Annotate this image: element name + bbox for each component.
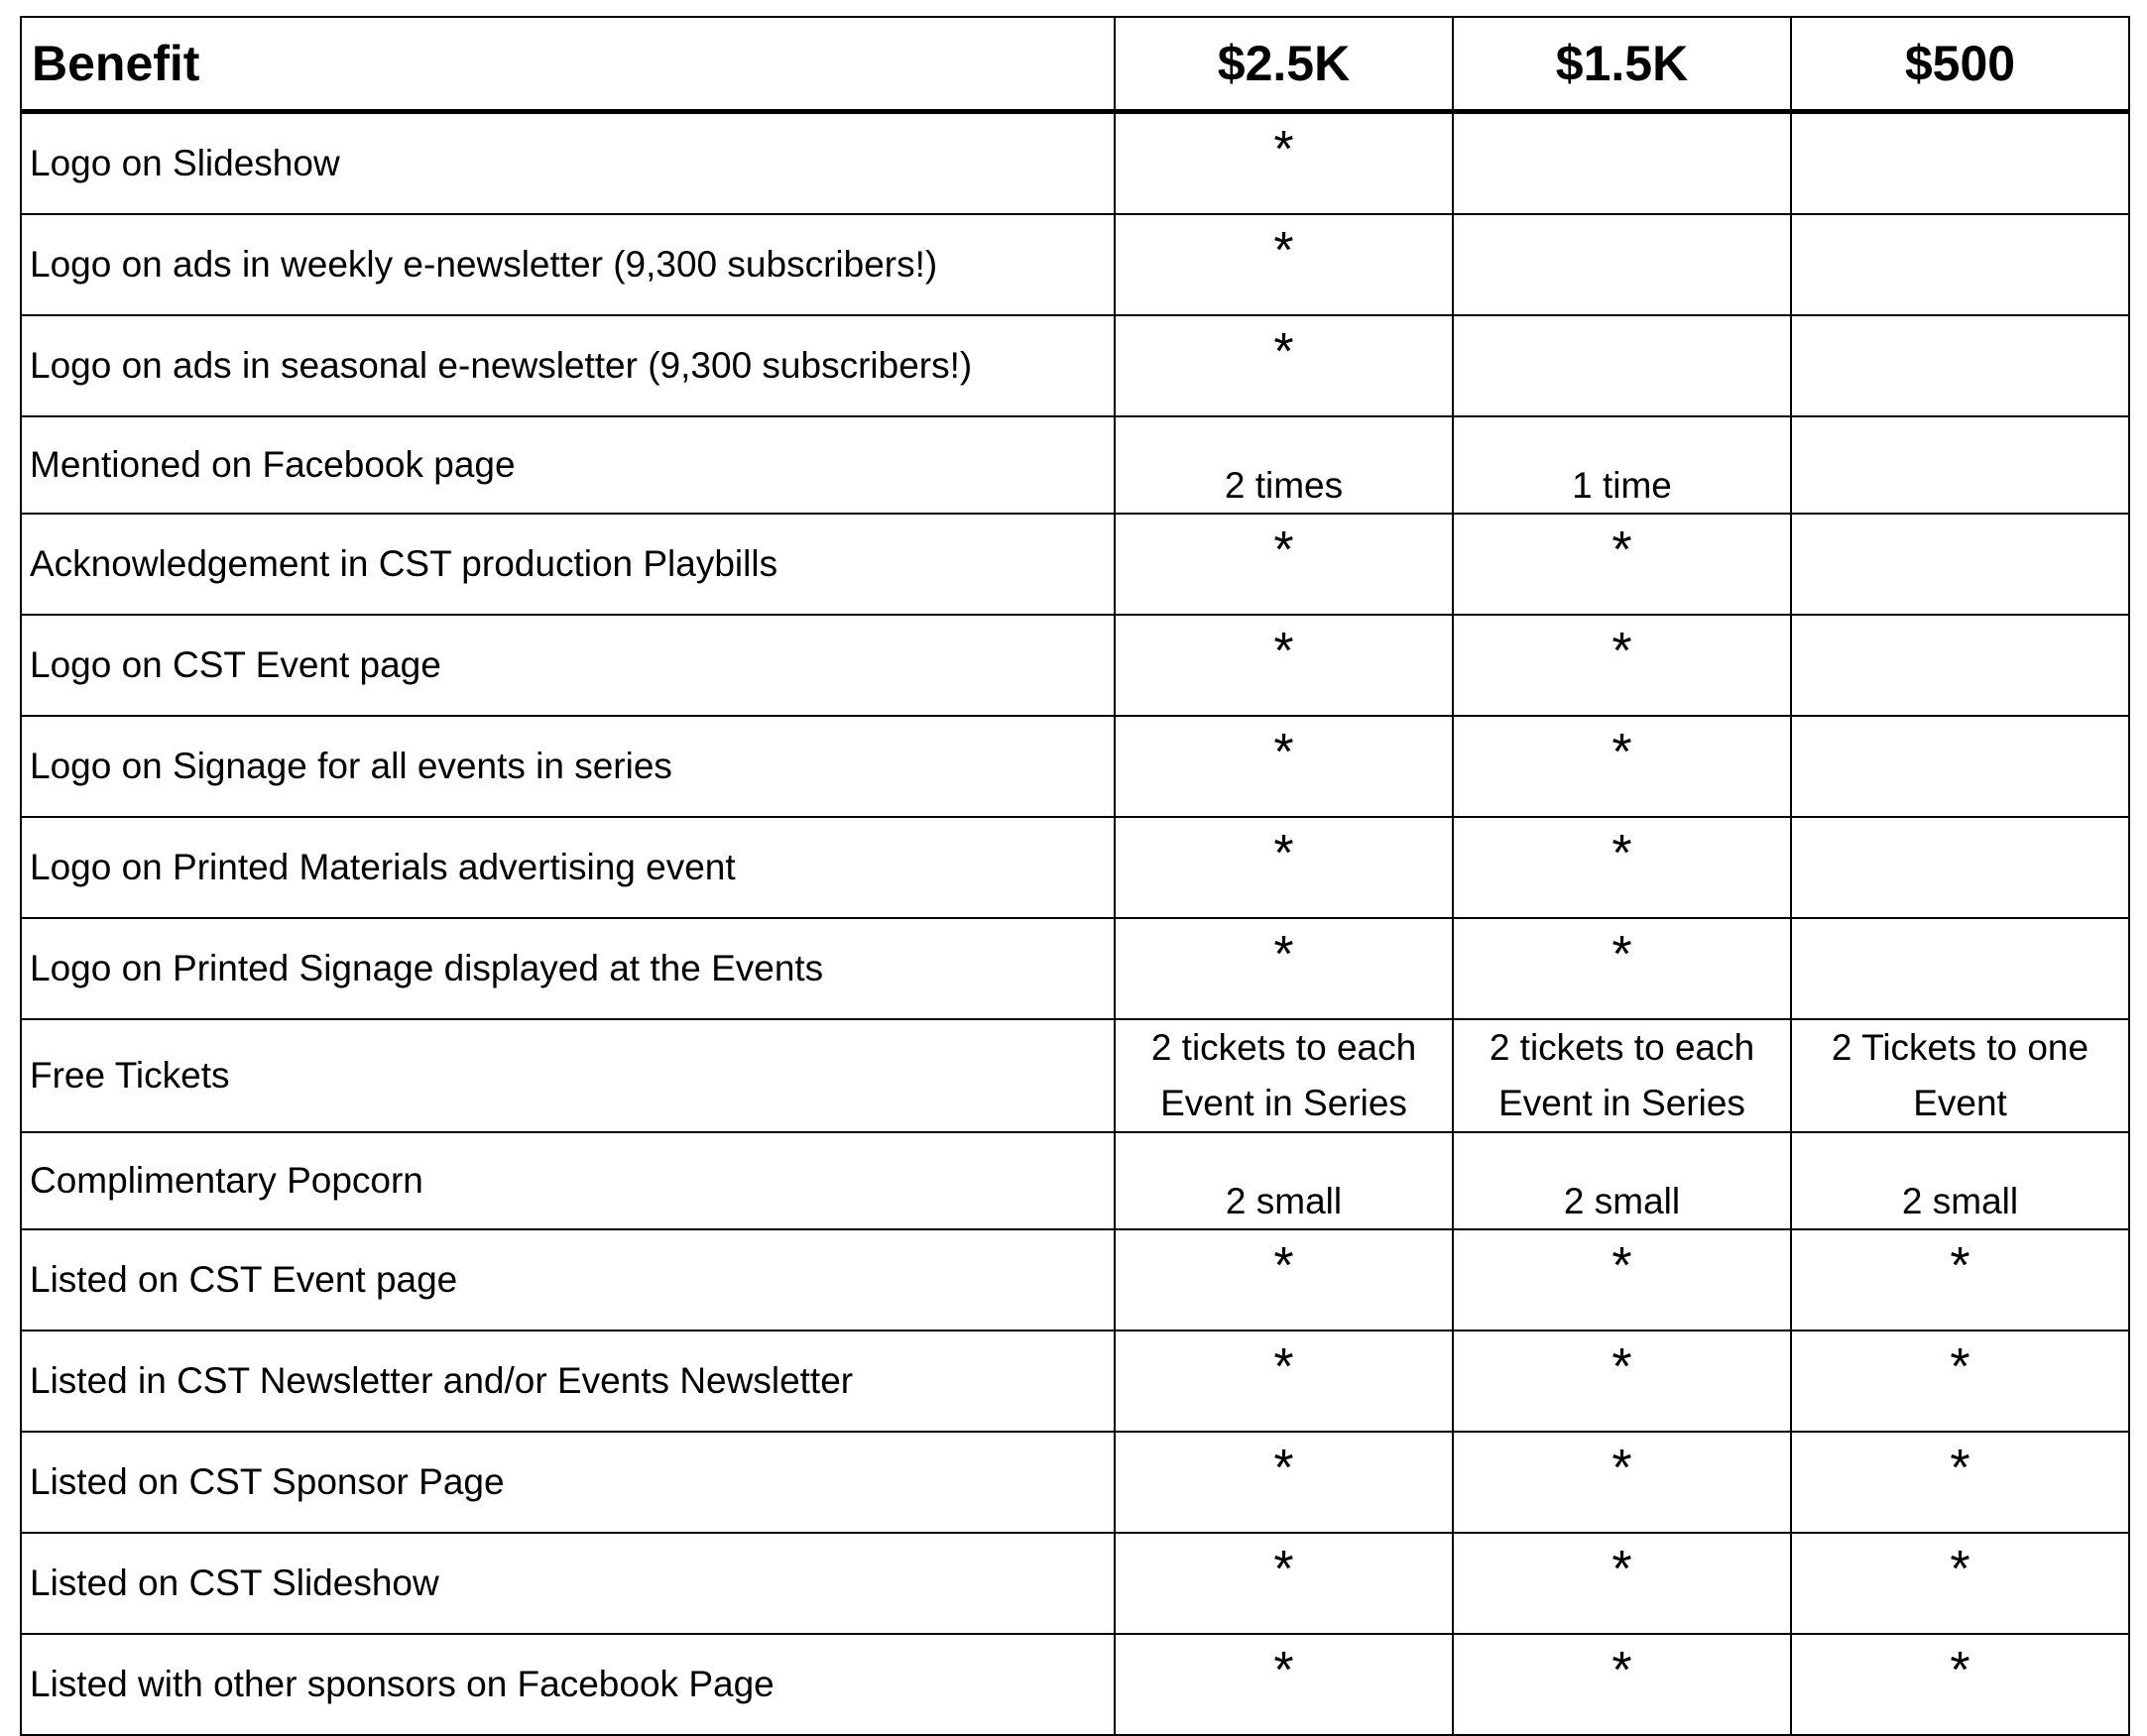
benefit-label: Acknowledgement in CST production Playbills — [21, 514, 1115, 615]
tier-500-value: 2 small — [1791, 1132, 2129, 1229]
tier-2500-value: * — [1115, 112, 1453, 215]
benefit-label: Listed on CST Slideshow — [21, 1533, 1115, 1634]
table-row — [21, 1533, 2129, 1634]
tier-500-value — [1791, 817, 2129, 918]
table-row — [21, 1229, 2129, 1331]
tier-1500-value: * — [1453, 615, 1791, 716]
table-row — [21, 1634, 2129, 1735]
tier-1500-value: 2 small — [1453, 1132, 1791, 1229]
table-row — [21, 1432, 2129, 1533]
tier-2500-value: * — [1115, 1229, 1453, 1331]
tier-500-value — [1791, 615, 2129, 716]
benefit-label: Logo on CST Event page — [21, 615, 1115, 716]
tier-1500-value: 2 tickets to each Event in Series — [1453, 1019, 1791, 1132]
tier-2500-value: * — [1115, 1331, 1453, 1432]
tier-2500-value: 2 tickets to each Event in Series — [1115, 1019, 1453, 1132]
tier-2500-value: * — [1115, 1432, 1453, 1533]
table-row — [21, 315, 2129, 416]
tier-500-value — [1791, 514, 2129, 615]
table-row — [21, 1132, 2129, 1229]
tier-1500-value — [1453, 112, 1791, 215]
tier-500-value — [1791, 716, 2129, 817]
tier-2500-value: * — [1115, 817, 1453, 918]
tier-1500-value — [1453, 214, 1791, 315]
tier-500-value: * — [1791, 1229, 2129, 1331]
table-row — [21, 1331, 2129, 1432]
benefit-label: Logo on Printed Materials advertising event — [21, 817, 1115, 918]
benefit-label: Logo on Slideshow — [21, 112, 1115, 215]
benefit-label: Logo on Printed Signage displayed at the Events — [21, 918, 1115, 1019]
header-tier-2500: $2.5K — [1115, 17, 1453, 112]
tier-1500-value: * — [1453, 1331, 1791, 1432]
tier-500-value — [1791, 918, 2129, 1019]
benefit-label: Listed in CST Newsletter and/or Events Newsletter — [21, 1331, 1115, 1432]
tier-2500-value: * — [1115, 514, 1453, 615]
table-row — [21, 112, 2129, 215]
table-row — [21, 416, 2129, 514]
tier-2500-value: * — [1115, 615, 1453, 716]
table-row — [21, 716, 2129, 817]
tier-2500-value: * — [1115, 214, 1453, 315]
tier-1500-value: * — [1453, 716, 1791, 817]
tier-2500-value: 2 times — [1115, 416, 1453, 514]
benefit-label: Logo on Signage for all events in series — [21, 716, 1115, 817]
sponsorship-benefits-table — [20, 16, 2130, 1736]
benefit-label: Listed on CST Sponsor Page — [21, 1432, 1115, 1533]
table-row — [21, 918, 2129, 1019]
benefit-label: Listed on CST Event page — [21, 1229, 1115, 1331]
tier-500-value: * — [1791, 1634, 2129, 1735]
tier-1500-value: * — [1453, 1533, 1791, 1634]
table-row — [21, 615, 2129, 716]
benefit-label: Logo on ads in weekly e-newsletter (9,300 subscribers!) — [21, 214, 1115, 315]
tier-2500-value: * — [1115, 716, 1453, 817]
benefit-label: Mentioned on Facebook page — [21, 416, 1115, 514]
benefit-label: Complimentary Popcorn — [21, 1132, 1115, 1229]
tier-500-value — [1791, 416, 2129, 514]
table-row — [21, 1019, 2129, 1132]
tier-2500-value: * — [1115, 1634, 1453, 1735]
benefit-label: Free Tickets — [21, 1019, 1115, 1132]
tier-1500-value: * — [1453, 1634, 1791, 1735]
benefit-label: Logo on ads in seasonal e-newsletter (9,300 subscribers!) — [21, 315, 1115, 416]
header-tier-1500: $1.5K — [1453, 17, 1791, 112]
tier-500-value: 2 Tickets to one Event — [1791, 1019, 2129, 1132]
tier-2500-value: * — [1115, 1533, 1453, 1634]
tier-500-value: * — [1791, 1432, 2129, 1533]
tier-1500-value: 1 time — [1453, 416, 1791, 514]
tier-500-value — [1791, 315, 2129, 416]
tier-1500-value: * — [1453, 817, 1791, 918]
tier-1500-value: * — [1453, 918, 1791, 1019]
tier-500-value: * — [1791, 1533, 2129, 1634]
table-row — [21, 214, 2129, 315]
tier-500-value — [1791, 214, 2129, 315]
table-row — [21, 514, 2129, 615]
header-row — [21, 17, 2129, 112]
header-benefit: Benefit — [21, 17, 1115, 112]
tier-500-value: * — [1791, 1331, 2129, 1432]
benefit-label: Listed with other sponsors on Facebook Page — [21, 1634, 1115, 1735]
tier-1500-value: * — [1453, 514, 1791, 615]
tier-1500-value: * — [1453, 1229, 1791, 1331]
header-tier-500: $500 — [1791, 17, 2129, 112]
tier-1500-value — [1453, 315, 1791, 416]
tier-2500-value: * — [1115, 918, 1453, 1019]
tier-2500-value: 2 small — [1115, 1132, 1453, 1229]
table-row — [21, 817, 2129, 918]
tier-1500-value: * — [1453, 1432, 1791, 1533]
tier-500-value — [1791, 112, 2129, 215]
tier-2500-value: * — [1115, 315, 1453, 416]
